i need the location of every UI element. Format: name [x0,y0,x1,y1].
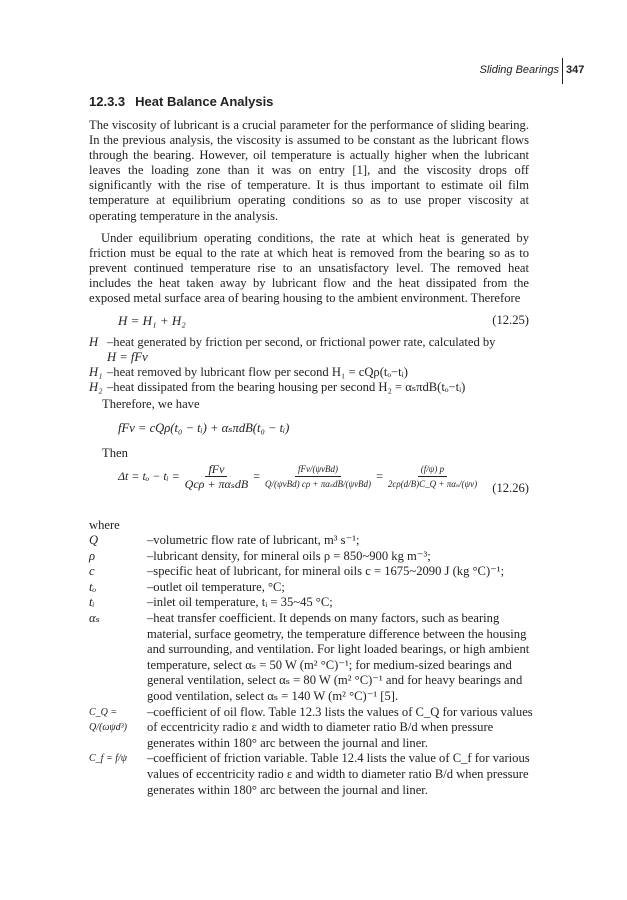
equation-12-25-number: (12.25) [492,313,529,327]
equation-12-25: H = H₁ + H₂ [118,313,186,328]
list-item: tₒ –outlet oil temperature, °C; [89,579,285,594]
definition-list [89,335,529,395]
equation-12-26-number: (12.26) [492,481,529,495]
where-label: where [89,518,120,532]
header-rule [562,58,563,84]
list-item: Q –volumetric flow rate of lubricant, m³ s⁻¹; [89,533,360,547]
paragraph-2: Under equilibrium operating conditions, the rate at which heat is generated by friction must be equal to the rate at which heat is removed from the bearing so as to prevent continued temperature rise to an unsatisfactory level. The removed heat includes the heat taken away by lubricant flow and the heat dissipated from the exposed metal surface area of bearing housing to the ambient environment. Therefore [89,231,529,306]
fraction-3: $\frac{(f/\psi) p}{\text{2cρ(d/B)C\_Q + παₛ/(ψv)}}$ [387,464,478,489]
running-title: Sliding Bearings [479,64,559,76]
then-text: Then [102,446,128,460]
page-number: 347 [566,64,585,76]
section-heading [89,94,273,109]
equation-12-26: Δt = tₒ − tᵢ = $\frac{\text{fFv}}{\text{Qcρ + παₛdB}}$ = $\frac{\text{fFv/(ψvBd)}}{\text{Q/(ψvBd) cρ + παₛdB/(ψvBd)}}$ = $\frac{(f/\psi) p}{\text{2cρ(d/B)C\_Q + παₛ/(ψv)}}$ [118,462,482,491]
def-row: H₁ –heat removed by lubricant flow per second H₁ = cQρ(tₒ−tᵢ) [89,365,408,380]
list-item: C_f = f/ψ –coefficient of friction variable. Table 12.4 lists the value of C_f for various values of eccentricity radio ε and width to diameter ratio B/d when pressure generates within 180° arc between the journal and liner. [89,751,530,797]
paragraph-1: The viscosity of lubricant is a crucial parameter for the performance of sliding bearing. In the previous analysis, the viscosity is assumed to be constant as the lubricant flows through the bearing. However, oil temperature is actually higher when the lubricant leaves the loading zone than it was on entry [1], and the viscosity drops off significantly with the rise of temperature. It is thus important to estimate oil film temperature at equilibrium operating conditions so as to use proper viscosity at operating temperature in the analysis. [89,118,529,223]
def-row: H₂ –heat dissipated from the bearing housing per second H₂ = αₛπdB(tₒ−tᵢ) [89,380,466,395]
section-title: Heat Balance Analysis [135,94,274,109]
list-item: c –specific heat of lubricant, for mineral oils c = 1675~2090 J (kg °C)⁻¹; [89,564,505,579]
fraction-1: $\frac{\text{fFv}}{\text{Qcρ + παₛdB}}$ [184,462,249,491]
running-header [480,64,560,76]
fraction-2: $\frac{\text{fFv/(ψvBd)}}{\text{Q/(ψvBd) cρ + παₛdB/(ψvBd)}}$ [265,464,372,489]
where-list [89,533,539,798]
equation-balance: fFv = cQρ(t₀ − tᵢ) + αₛπdB(t₀ − tᵢ) [118,421,290,435]
section-number: 12.3.3 [89,94,126,109]
therefore-text: Therefore, we have [102,397,200,411]
eq-12-26-lhs: Δt = tₒ − tᵢ = [118,469,180,483]
def-row: H –heat generated by friction per second, or frictional power rate, calculated by [89,335,496,349]
list-item: ρ –lubricant density, for mineral oils ρ = 850~900 kg m⁻³; [89,548,431,563]
list-item: αₛ –heat transfer coefficient. It depends on many factors, such as bearing material, surface geometry, the temperature difference between the housing and surrounding, and ventilation. For light loaded bearings, or high ambient temperature, select αₛ = 50 W (m² °C)⁻¹; for medium-sized bearings and general ventilation, select αₛ = 80 W (m² °C)⁻¹ and for heavy bearings and good ventilation, select αₛ = 140 W (m² °C)⁻¹ [5]. [89,610,530,703]
list-item: C_Q = Q/(ωψd³) –coefficient of oil flow. Table 12.3 lists the values of C_Q for various values of eccentricity radio ε and width to diameter ratio B/d when pressure generates within 180° arc between the journal and liner. [89,704,533,750]
list-item: tᵢ –inlet oil temperature, tᵢ = 35~45 °C; [89,595,333,610]
def-row: H = fFv [107,350,148,365]
